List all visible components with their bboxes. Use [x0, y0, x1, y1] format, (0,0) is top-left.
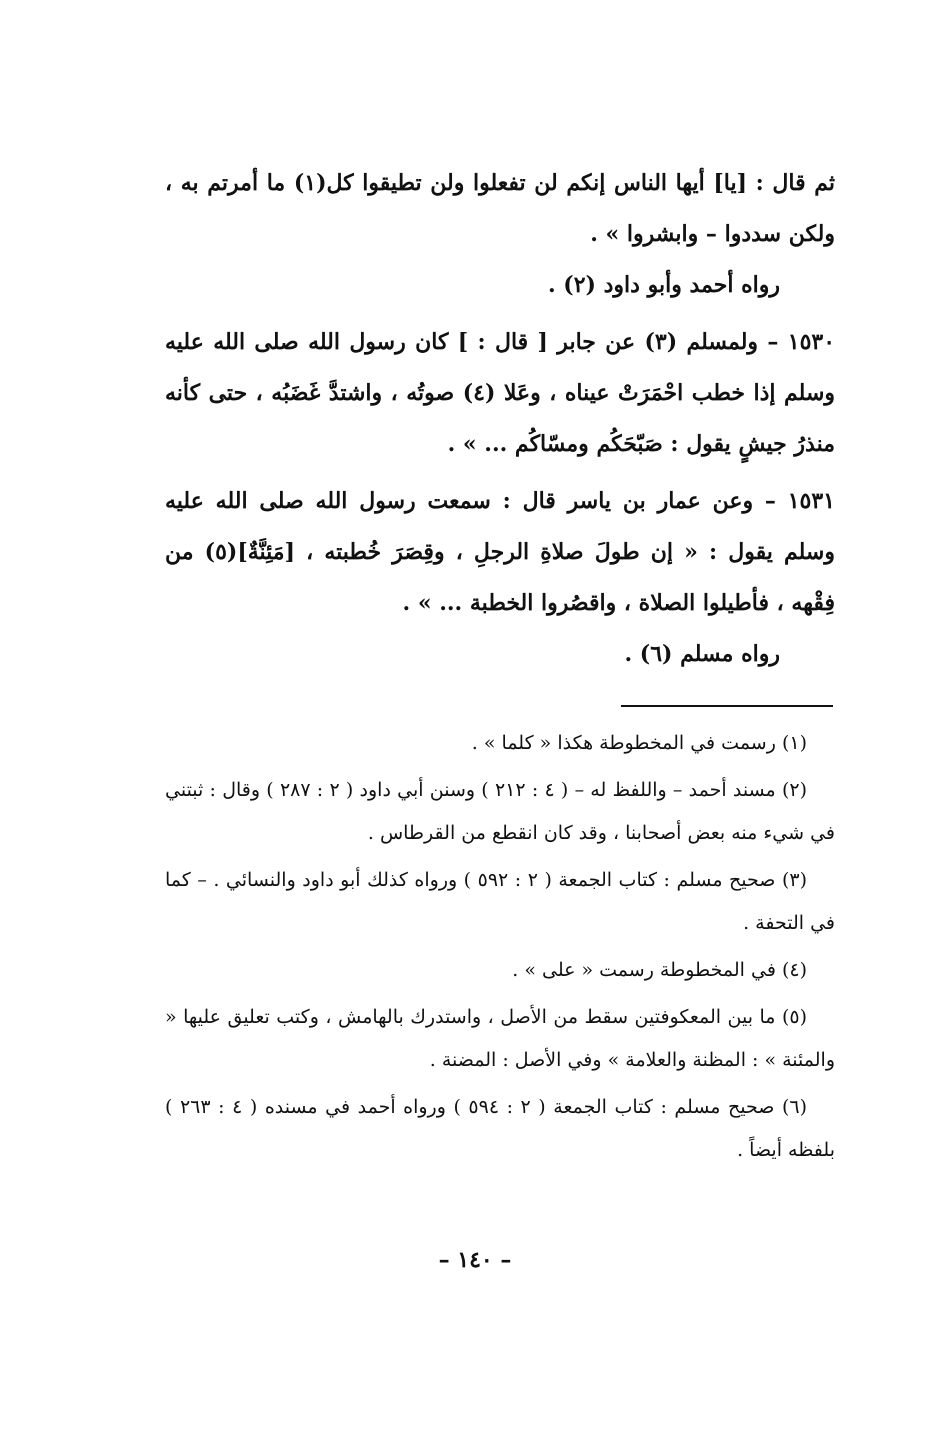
- footnote-2: [165, 769, 835, 855]
- footnote-3-text: (٣) صحيح مسلم : كتاب الجمعة ( ٢ : ٥٩٢ ) ورواه كذلك أبو داود والنسائي . – كما في التحفة .: [165, 869, 835, 934]
- main-text: [165, 158, 835, 680]
- footnote-1: (١) رسمت في المخطوطة هكذا « كلما » .: [471, 732, 807, 754]
- footnote-4: (٤) في المخطوطة رسمت « على » .: [512, 959, 807, 981]
- footnote-6: [165, 1086, 835, 1172]
- paragraph-hadith-ending: ثم قال : [يا] أيها الناس إنكم لن تفعلوا ولن تطيقوا كل(١) ما أمرتم به ، ولكن سددوا – وابشروا » .: [165, 170, 835, 247]
- footnote-separator: [621, 705, 833, 707]
- paragraph-reference-ahmad-abu-dawud: رواه أحمد وأبو داود (٢) .: [547, 272, 780, 298]
- paragraph-reference-muslim: رواه مسلم (٦) .: [624, 641, 780, 667]
- paragraph-hadith-1531: ١٥٣١ – وعن عمار بن ياسر قال : سمعت رسول الله صلى الله عليه وسلم يقول : « إن طولَ صلاةِ الرجلِ ، وقِصَرَ خُطبته ، [مَئِنَّةٌ](٥) من فِقْهه ، فأطيلوا الصلاة ، واقصُروا الخطبة ... » .: [165, 488, 835, 616]
- footnote-3: [165, 859, 835, 945]
- footnote-6-text: (٦) صحيح مسلم : كتاب الجمعة ( ٢ : ٥٩٤ ) ورواه أحمد في مسنده ( ٤ : ٢٦٣ ) بلفظه أيضاً .: [165, 1096, 835, 1161]
- page-number: – ١٤٠ –: [438, 1247, 512, 1273]
- paragraph-hadith-1530: ١٥٣٠ – ولمسلم (٣) عن جابر [ قال : ] كان رسول الله صلى الله عليه وسلم إذا خطب احْمَرَتْ عيناه ، وعَلا (٤) صوتُه ، واشتدَّ غَضَبُه ، حتى كأنه منذرُ جيشٍ يقول : صَبّحَكُم ومسّاكُم ... » .: [165, 329, 836, 457]
- footnote-2-text: (٢) مسند أحمد – واللفظ له – ( ٤ : ٢١٢ ) وسنن أبي داود ( ٢ : ٢٨٧ ) وقال : ثبتني في شيء منه بعض أصحابنا ، وقد كان انقطع من القرطاس .: [165, 779, 835, 844]
- footnote-5-text: (٥) ما بين المعكوفتين سقط من الأصل ، واستدرك بالهامش ، وكتب تعليق عليها « والمئنة » : المظنة والعلامة » وفي الأصل : المضنة .: [165, 1006, 835, 1071]
- footnote-5: [165, 996, 835, 1082]
- footnotes: [165, 722, 835, 1176]
